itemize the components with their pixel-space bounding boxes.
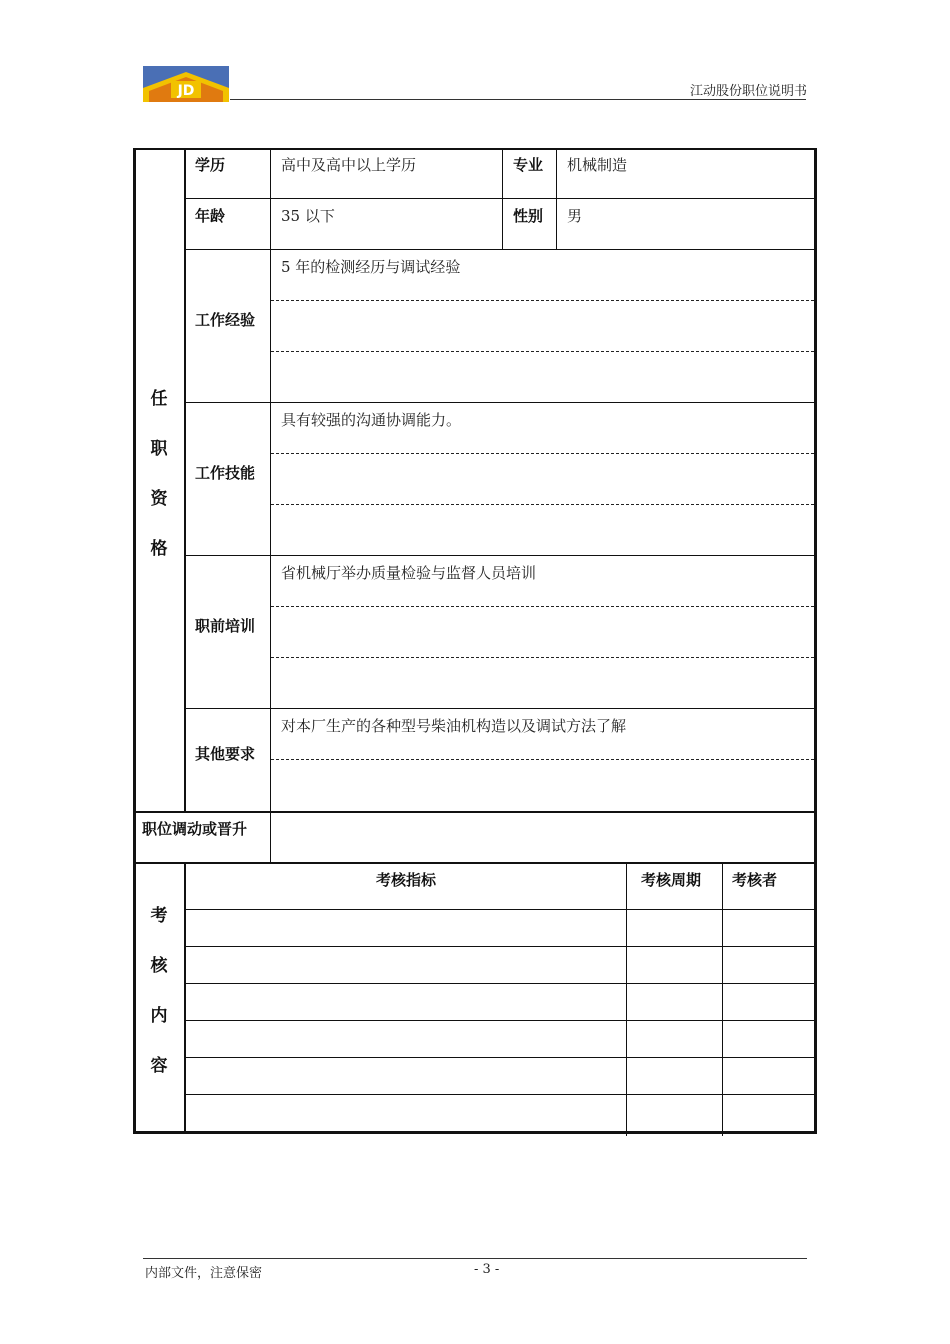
skills-label: 工作技能 xyxy=(195,464,256,482)
experience-value: 5 年的检测经历与调试经验 xyxy=(281,258,461,276)
assessment-label-char: 内 xyxy=(150,1006,168,1026)
jd-logo-icon xyxy=(143,66,229,102)
training-label: 职前培训 xyxy=(195,617,256,635)
other-label: 其他要求 xyxy=(195,745,256,763)
assessment-header-assessor: 考核者 xyxy=(732,871,778,889)
age-label: 年龄 xyxy=(195,207,226,225)
svg-text:JD: JD xyxy=(177,83,195,99)
section-label-char: 资 xyxy=(150,489,168,509)
footer-rule xyxy=(143,1258,807,1259)
company-logo xyxy=(143,66,229,102)
section-label-char: 职 xyxy=(150,439,168,459)
education-value: 高中及高中以上学历 xyxy=(281,156,417,174)
other-value: 对本厂生产的各种型号柴油机构造以及调试方法了解 xyxy=(281,717,627,735)
assessment-label-char: 容 xyxy=(150,1056,168,1076)
assessment-header-indicator: 考核指标 xyxy=(375,871,436,889)
job-description-form xyxy=(133,148,817,1135)
gender-label: 性别 xyxy=(513,207,544,225)
major-value: 机械制造 xyxy=(567,156,628,174)
confidential-notice: 内部文件，注意保密 xyxy=(145,1266,263,1281)
training-value: 省机械厅举办质量检验与监督人员培训 xyxy=(281,564,537,582)
section-label-char: 任 xyxy=(150,389,168,409)
education-label: 学历 xyxy=(195,156,226,174)
assessment-label-char: 考 xyxy=(150,906,168,926)
gender-value: 男 xyxy=(567,207,583,225)
age-value: 35 以下 xyxy=(281,207,335,225)
assessment-header-period: 考核周期 xyxy=(641,871,702,889)
major-label: 专业 xyxy=(513,156,544,174)
assessment-label-char: 核 xyxy=(150,956,168,976)
promotion-label: 职位调动或晋升 xyxy=(142,820,248,838)
section-label-char: 格 xyxy=(150,539,168,559)
skills-value: 具有较强的沟通协调能力。 xyxy=(281,411,462,429)
document-title: 江动股份职位说明书 xyxy=(689,84,807,99)
page-number: - 3 - xyxy=(474,1262,500,1277)
experience-label: 工作经验 xyxy=(195,311,256,329)
header-rule xyxy=(230,99,806,100)
